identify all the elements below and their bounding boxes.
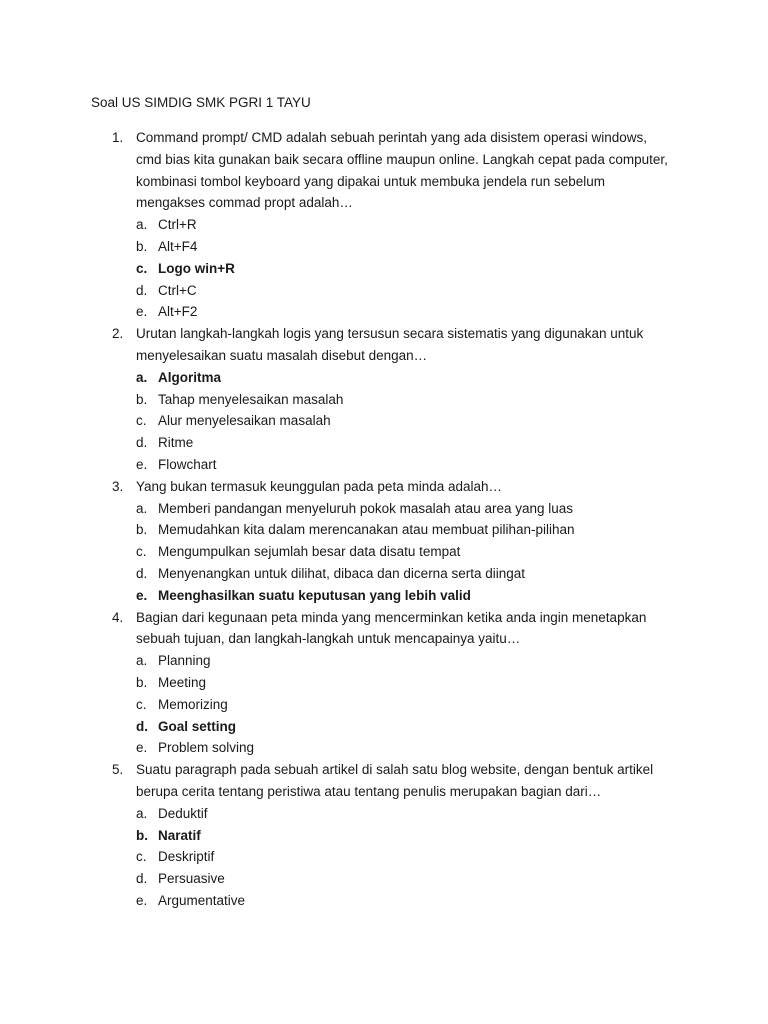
answer-option — [0, 498, 768, 520]
option-letter: c. — [136, 849, 147, 865]
option-text: Mengumpulkan sejumlah besar data disatu tempat — [158, 544, 461, 560]
question-number: 5. — [112, 762, 124, 778]
option-letter: d. — [136, 435, 148, 451]
option-text: Naratif — [158, 827, 201, 843]
question-number: 3. — [112, 478, 124, 494]
option-letter: a. — [136, 653, 148, 669]
answer-option-correct — [0, 825, 768, 847]
answer-option — [0, 694, 768, 716]
answer-option — [0, 410, 768, 432]
option-letter: b. — [136, 827, 148, 843]
option-letter: b. — [136, 674, 148, 690]
option-letter: a. — [136, 217, 148, 233]
option-text: Alt+F2 — [158, 304, 198, 320]
option-text: Deduktif — [158, 805, 208, 821]
option-text: Planning — [158, 653, 211, 669]
option-letter: d. — [136, 565, 148, 581]
answer-option — [0, 737, 768, 759]
option-letter: e. — [136, 740, 148, 756]
question-text-line: Urutan langkah-langkah logis yang tersusun secara sistematis yang digunakan untuk — [136, 326, 644, 342]
option-letter: a. — [136, 805, 148, 821]
option-text: Flowchart — [158, 456, 217, 472]
answer-option-correct — [0, 716, 768, 738]
option-text: Deskriptif — [158, 849, 215, 865]
option-letter: c. — [136, 413, 147, 429]
question-number: 1. — [112, 130, 124, 145]
option-text: Goal setting — [158, 718, 237, 734]
option-text: Memorizing — [158, 696, 228, 712]
option-text: Ritme — [158, 435, 194, 451]
option-text: Memberi pandangan menyeluruh pokok masalah atau area yang luas — [158, 500, 574, 516]
option-text: Alur menyelesaikan masalah — [158, 413, 331, 429]
question-5 — [0, 759, 768, 912]
option-letter: c. — [136, 260, 148, 276]
document-title: Soal US SIMDIG SMK PGRI 1 TAYU — [91, 95, 311, 110]
option-text: Algoritma — [158, 369, 222, 385]
answer-option — [0, 280, 768, 302]
question-text-line: Yang bukan termasuk keunggulan pada peta minda adalah… — [136, 478, 503, 494]
option-text: Alt+F4 — [158, 238, 198, 254]
answer-option — [0, 454, 768, 476]
option-text: Problem solving — [158, 740, 255, 756]
answer-option-correct — [0, 367, 768, 389]
option-letter: c. — [136, 544, 147, 560]
option-letter: d. — [136, 871, 148, 887]
option-letter: b. — [136, 238, 148, 254]
question-2 — [0, 323, 768, 476]
option-text: Logo win+R — [158, 260, 235, 276]
option-letter: e. — [136, 456, 148, 472]
answer-option — [0, 541, 768, 563]
question-list — [0, 127, 768, 912]
option-text: Tahap menyelesaikan masalah — [158, 391, 344, 407]
option-text: Ctrl+C — [158, 282, 197, 298]
question-text-line: Command prompt/ CMD adalah sebuah perintah yang ada disistem operasi windows, — [136, 130, 648, 145]
answer-option — [0, 214, 768, 236]
answer-option — [0, 563, 768, 585]
question-number: 4. — [112, 609, 124, 625]
option-letter: e. — [136, 304, 148, 320]
answer-option — [0, 846, 768, 868]
option-text: Persuasive — [158, 871, 225, 887]
question-text-line: Suatu paragraph pada sebuah artikel di salah satu blog website, dengan bentuk artikel — [136, 762, 654, 778]
option-letter: c. — [136, 696, 147, 712]
question-text-line: kombinasi tombol keyboard yang dipakai untuk membuka jendela run sebelum — [136, 173, 606, 189]
answer-option — [0, 868, 768, 890]
answer-option — [0, 301, 768, 323]
option-text: Argumentative — [158, 892, 246, 908]
option-letter: d. — [136, 718, 148, 734]
option-text: Meeting — [158, 674, 207, 690]
answer-option — [0, 803, 768, 825]
question-text-line: menyelesaikan suatu masalah disebut dengan… — [136, 347, 428, 363]
answer-option — [0, 650, 768, 672]
question-text-line: sebuah tujuan, dan langkah-langkah untuk mencapainya yaitu… — [136, 631, 521, 647]
option-letter: a. — [136, 500, 148, 516]
answer-option — [0, 672, 768, 694]
answer-option-correct — [0, 585, 768, 607]
answer-option-correct — [0, 258, 768, 280]
question-number: 2. — [112, 326, 124, 342]
answer-option — [0, 890, 768, 912]
option-text: Memudahkan kita dalam merencanakan atau membuat pilihan-pilihan — [158, 522, 575, 538]
option-letter: b. — [136, 522, 148, 538]
answer-option — [0, 236, 768, 258]
answer-option — [0, 432, 768, 454]
answer-option — [0, 519, 768, 541]
question-3 — [0, 476, 768, 607]
answer-option — [0, 389, 768, 411]
question-text-line: Bagian dari kegunaan peta minda yang mencerminkan ketika anda ingin menetapkan — [136, 609, 647, 625]
option-letter: e. — [136, 587, 148, 603]
question-text-line: mengakses commad propt adalah… — [136, 195, 353, 211]
option-letter: d. — [136, 282, 148, 298]
option-letter: e. — [136, 892, 148, 908]
option-letter: b. — [136, 391, 148, 407]
question-text-line: cmd bias kita gunakan baik secara offline maupun online. Langkah cepat pada computer, — [136, 151, 668, 167]
option-text: Meenghasilkan suatu keputusan yang lebih valid — [158, 587, 471, 603]
option-letter: a. — [136, 369, 148, 385]
option-text: Ctrl+R — [158, 217, 197, 233]
option-text: Menyenangkan untuk dilihat, dibaca dan dicerna serta diingat — [158, 565, 525, 581]
question-1 — [0, 127, 768, 323]
question-text-line: berupa cerita tentang peristiwa atau tentang penulis merupakan bagian dari… — [136, 783, 602, 799]
question-4 — [0, 607, 768, 760]
